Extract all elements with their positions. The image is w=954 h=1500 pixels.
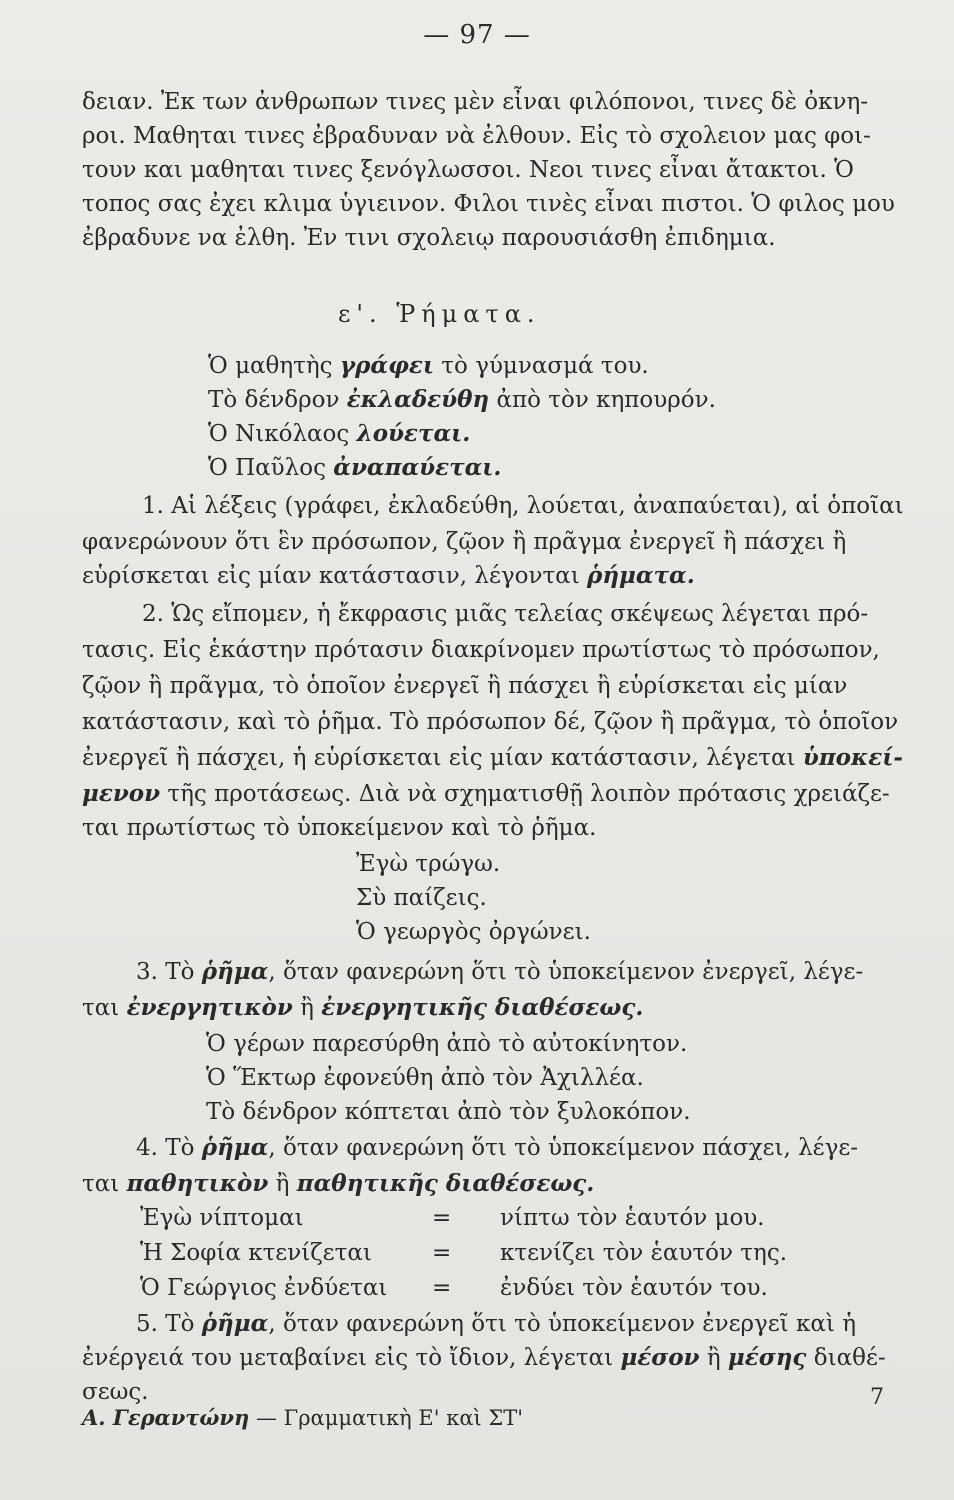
paragraph-2: μενον τῆς προτάσεως. Διὰ νὰ σχηματισθῇ λοιπὸν πρότασις χρειάζε- <box>82 780 890 807</box>
example-sentence: Ἐγὼ τρώγω. <box>356 851 501 877</box>
paragraph-5: 5. Τὸ ῥῆμα, ὅταν φανερώνη ὅτι τὸ ὑποκείμενον ἐνεργεῖ καὶ ἡ <box>136 1310 857 1337</box>
footer-author: Α. Γεραντώνη <box>82 1405 250 1430</box>
intro-line: τοπος σας ἐχει κλιμα ὑγιεινον. Φιλοι τινὲς εἶναι πιστοι. Ὁ φιλος μου <box>82 191 895 217</box>
example-sentence: Σὺ παίζεις. <box>356 885 487 911</box>
equals-sign: = <box>432 1275 452 1301</box>
footer-title: Γραμματικὴ Ε' καὶ ΣΤ' <box>283 1406 524 1430</box>
footer: Α. Γεραντώνη — Γραμματικὴ Ε' καὶ ΣΤ' <box>82 1405 524 1430</box>
equivalent-right: κτενίζει τὸν ἑαυτόν της. <box>500 1240 788 1266</box>
intro-line: ἐβραδυνε να ἐλθη. Ἐν τινι σχολειῳ παρουσιάσθη ἐπιδημια. <box>82 225 776 251</box>
paragraph-2: ζῷον ἢ πρᾶγμα, τὸ ὁποῖον ἐνεργεῖ ἢ πάσχει ἢ εὑρίσκεται εἰς μίαν <box>82 673 848 699</box>
equals-sign: = <box>432 1240 452 1266</box>
section-title: ε'. Ῥήματα. <box>338 300 541 328</box>
paragraph-2: τασις. Εἰς ἑκάστην πρότασιν διακρίνομεν πρωτίστως τὸ πρόσωπον, <box>82 637 880 663</box>
equivalent-right: νίπτω τὸν ἑαυτόν μου. <box>500 1205 765 1231</box>
intro-line: ροι. Μαθηται τινες ἐβραδυναν νὰ ἐλθουν. Εἰς τὸ σχολειον μας φοι- <box>82 123 871 149</box>
paragraph-1: 1. Αἱ λέξεις (γράφει, ἐκλαδεύθη, λούεται, ἀναπαύεται), αἱ ὁποῖαι <box>142 493 904 519</box>
intro-line: δειαν. Ἐκ των ἀνθρωπων τινες μὲν εἶναι φιλόπονοι, τινες δὲ ὀκνη- <box>82 89 869 115</box>
paragraph-2: ται πρωτίστως τὸ ὑποκείμενον καὶ τὸ ῥῆμα. <box>82 815 597 841</box>
paragraph-4: ται παθητικὸν ἢ παθητικῆς διαθέσεως. <box>82 1170 595 1197</box>
example-line: Ὁ Παῦλος ἀναπαύεται. <box>208 454 502 481</box>
example-sentence: Τὸ δένδρον κόπτεται ἀπὸ τὸν ξυλοκόπον. <box>206 1099 691 1125</box>
equivalent-left: Ἡ Σοφία κτενίζεται <box>140 1240 372 1266</box>
signature-number: 7 <box>870 1385 884 1410</box>
paragraph-2: κατάστασιν, καὶ τὸ ῥῆμα. Τὸ πρόσωπον δέ, ζῷον ἢ πρᾶγμα, τὸ ὁποῖον <box>82 709 899 735</box>
example-line: Ὁ Νικόλαος λούεται. <box>208 420 471 447</box>
example-sentence: Ὁ γέρων παρεσύρθη ἀπὸ τὸ αὐτοκίνητον. <box>206 1031 688 1057</box>
equals-sign: = <box>432 1205 452 1231</box>
paragraph-3: ται ἐνεργητικὸν ἢ ἐνεργητικῆς διαθέσεως. <box>82 994 644 1021</box>
paragraph-5: σεως. <box>82 1379 149 1405</box>
paragraph-3: 3. Τὸ ῥῆμα, ὅταν φανερώνη ὅτι τὸ ὑποκείμενον ἐνεργεῖ, λέγε- <box>136 958 864 985</box>
equivalent-right: ἐνδύει τὸν ἑαυτόν του. <box>500 1275 768 1301</box>
paragraph-2: ἐνεργεῖ ἢ πάσχει, ἡ εὑρίσκεται εἰς μίαν κατάστασιν, λέγεται ὑποκεί- <box>82 744 903 771</box>
paragraph-1: εὑρίσκεται εἰς μίαν κατάστασιν, λέγονται ῥήματα. <box>82 562 695 589</box>
paragraph-5: ἐνέργειά του μεταβαίνει εἰς τὸ ἴδιον, λέγεται μέσον ἢ μέσης διαθέ- <box>82 1344 886 1371</box>
page-number: — 97 — <box>423 20 531 50</box>
paragraph-2: 2. Ὡς εἴπομεν, ἡ ἔκφρασις μιᾶς τελείας σκέψεως λέγεται πρό- <box>142 601 869 627</box>
equivalent-left: Ὁ Γεώργιος ἐνδύεται <box>140 1275 388 1301</box>
example-line: Τὸ δένδρον ἐκλαδεύθη ἀπὸ τὸν κηπουρόν. <box>208 386 716 413</box>
paragraph-1: φανερώνουν ὅτι ἓν πρόσωπον, ζῷον ἢ πρᾶγμα ἐνεργεῖ ἢ πάσχει ἢ <box>82 529 847 555</box>
intro-line: τουν και μαθηται τινες ξενόγλωσσοι. Νεοι τινες εἶναι ἄτακτοι. Ὁ <box>82 157 854 183</box>
example-line: Ὁ μαθητὴς γράφει τὸ γύμνασμά του. <box>208 352 649 379</box>
example-sentence: Ὁ Ἕκτωρ ἐφονεύθη ἀπὸ τὸν Ἀχιλλέα. <box>206 1065 644 1091</box>
equivalent-left: Ἐγὼ νίπτομαι <box>140 1205 304 1231</box>
paragraph-4: 4. Τὸ ῥῆμα, ὅταν φανερώνη ὅτι τὸ ὑποκείμενον πάσχει, λέγε- <box>136 1134 859 1161</box>
example-sentence: Ὁ γεωργὸς ὀργώνει. <box>356 919 591 945</box>
